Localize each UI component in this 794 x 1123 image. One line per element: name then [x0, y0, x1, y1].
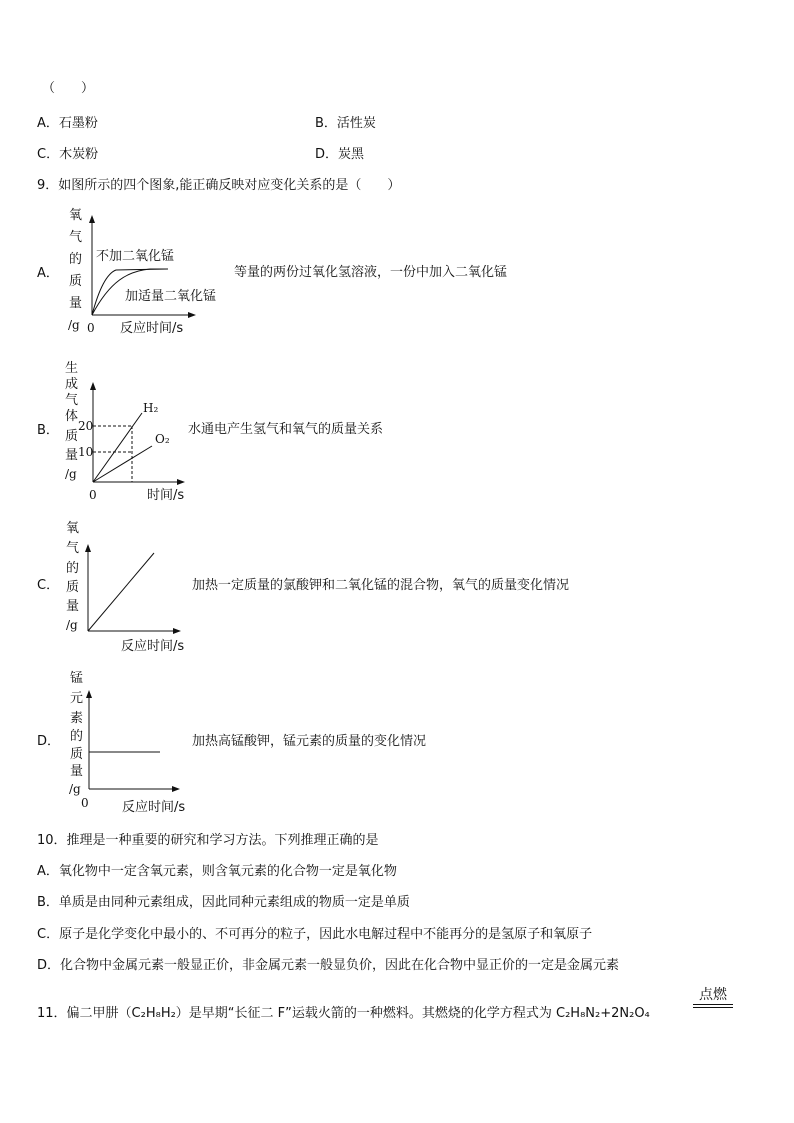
q8-option-b[interactable]: B．活性炭: [315, 116, 376, 131]
condition-text: 点燃: [699, 987, 727, 1003]
q9-option-b-description: 水通电产生氢气和氧气的质量关系: [188, 422, 384, 437]
q8-answer-bracket: （ ）: [42, 81, 95, 96]
q9-option-b-letter[interactable]: B．: [37, 423, 59, 438]
y-label-char: 素: [70, 711, 84, 726]
graph-a-y-label: [68, 208, 82, 332]
series-label-o2: O₂: [155, 432, 170, 446]
x-axis-label: 反应时间/s: [120, 321, 184, 336]
y-label-char: 质: [66, 580, 80, 595]
series-label-h2: H₂: [143, 401, 159, 415]
x-axis-arrow: [172, 786, 180, 792]
y-label-char: 质: [65, 429, 79, 444]
y-label-unit: /g: [69, 782, 81, 796]
q11-reaction-condition: [693, 986, 733, 1008]
equation-bar-top: [693, 1004, 733, 1005]
curve-label-with-catalyst: 加适量二氧化锰: [125, 289, 217, 304]
y-axis-arrow: [85, 544, 91, 552]
q9-graph-a: [60, 205, 250, 340]
y-label-char: 质: [69, 274, 83, 289]
q10-option-a[interactable]: A．氧化物中一定含氧元素，则含氧元素的化合物一定是氧化物: [37, 864, 397, 879]
y-label-char: 质: [70, 747, 84, 762]
q10-option-c[interactable]: C．原子是化学变化中最小的、不可再分的粒子，因此水电解过程中不能再分的是氢原子和氧原子: [37, 927, 593, 942]
y-label-char: 锰: [70, 671, 84, 686]
origin-label: 0: [81, 796, 89, 810]
y-label-char: 量: [70, 764, 84, 779]
tick-20: 20: [78, 419, 94, 433]
x-axis-arrow: [177, 479, 185, 485]
q9-graph-d: [60, 665, 200, 815]
y-axis-arrow: [86, 690, 92, 698]
y-label-char: 的: [70, 729, 84, 744]
q10-stem: 10．推理是一种重要的研究和学习方法。下列推理正确的是: [37, 833, 379, 848]
y-label-char: 体: [65, 409, 79, 424]
line-oxygen: [88, 553, 154, 631]
q9-option-c-description: 加热一定质量的氯酸钾和二氧化锰的混合物，氧气的质量变化情况: [192, 578, 570, 593]
y-label-unit: /g: [65, 467, 77, 481]
y-label-char: 量: [65, 448, 79, 463]
y-label-char: 生: [65, 361, 79, 376]
q8-option-d[interactable]: D．炭黑: [315, 147, 365, 162]
q9-stem: 9．如图所示的四个图象,能正确反映对应变化关系的是（ ）: [37, 178, 401, 193]
q10-option-b[interactable]: B．单质是由同种元素组成，因此同种元素组成的物质一定是单质: [37, 895, 410, 910]
origin-label: 0: [87, 321, 95, 335]
curve-label-no-catalyst: 不加二氧化锰: [96, 249, 175, 264]
x-axis-label: 反应时间/s: [121, 639, 185, 654]
y-label-char: 的: [69, 252, 83, 267]
y-label-char: 气: [69, 230, 83, 245]
graph-b-y-label: [65, 360, 78, 481]
line-h2: [93, 413, 142, 482]
x-axis-label: 反应时间/s: [122, 800, 186, 815]
y-label-char: 气: [65, 393, 79, 408]
y-label-char: 氧: [69, 208, 83, 223]
equation-bar-bottom: [693, 1007, 733, 1008]
q9-option-d-letter[interactable]: D．: [37, 734, 61, 749]
y-label-char: 的: [66, 561, 80, 576]
q9-graph-b: [60, 355, 200, 505]
y-label-char: 量: [69, 296, 83, 311]
y-label-char: 气: [66, 541, 80, 556]
y-axis-arrow: [90, 382, 96, 390]
q11-text: 11．偏二甲肼（C₂H₈H₂）是早期“长征二 F”运载火箭的一种燃料。其燃烧的化学方程式为 C₂H₈N₂+2N₂O₄: [37, 1006, 650, 1021]
origin-label: 0: [89, 488, 97, 502]
x-axis-label: 时间/s: [147, 488, 185, 503]
q9-option-d-description: 加热高锰酸钾，锰元素的质量的变化情况: [192, 734, 427, 749]
q10-option-d[interactable]: D．化合物中金属元素一般显正价，非金属元素一般显负价，因此在化合物中显正价的一定是金属元素: [37, 958, 620, 973]
graph-d-y-label: [69, 671, 83, 796]
x-axis-arrow: [188, 312, 196, 318]
q9-option-a-letter[interactable]: A．: [37, 266, 59, 281]
q8-option-a[interactable]: A．石墨粉: [37, 116, 98, 131]
graph-c-y-label: [66, 521, 79, 632]
q9-graph-c: [60, 515, 200, 655]
q9-option-c-letter[interactable]: C．: [37, 578, 60, 593]
x-axis-arrow: [173, 628, 181, 634]
y-label-unit: /g: [68, 318, 80, 332]
q9-option-a-description: 等量的两份过氧化氢溶液，一份中加入二氧化锰: [234, 265, 508, 280]
y-axis-arrow: [89, 215, 95, 223]
q8-option-c[interactable]: C．木炭粉: [37, 147, 99, 162]
y-label-char: 量: [66, 599, 80, 614]
tick-10: 10: [78, 445, 94, 459]
y-label-char: 成: [65, 377, 79, 392]
y-label-char: 氧: [66, 521, 80, 536]
y-label-unit: /g: [66, 618, 78, 632]
y-label-char: 元: [70, 691, 84, 706]
line-o2: [93, 446, 152, 482]
